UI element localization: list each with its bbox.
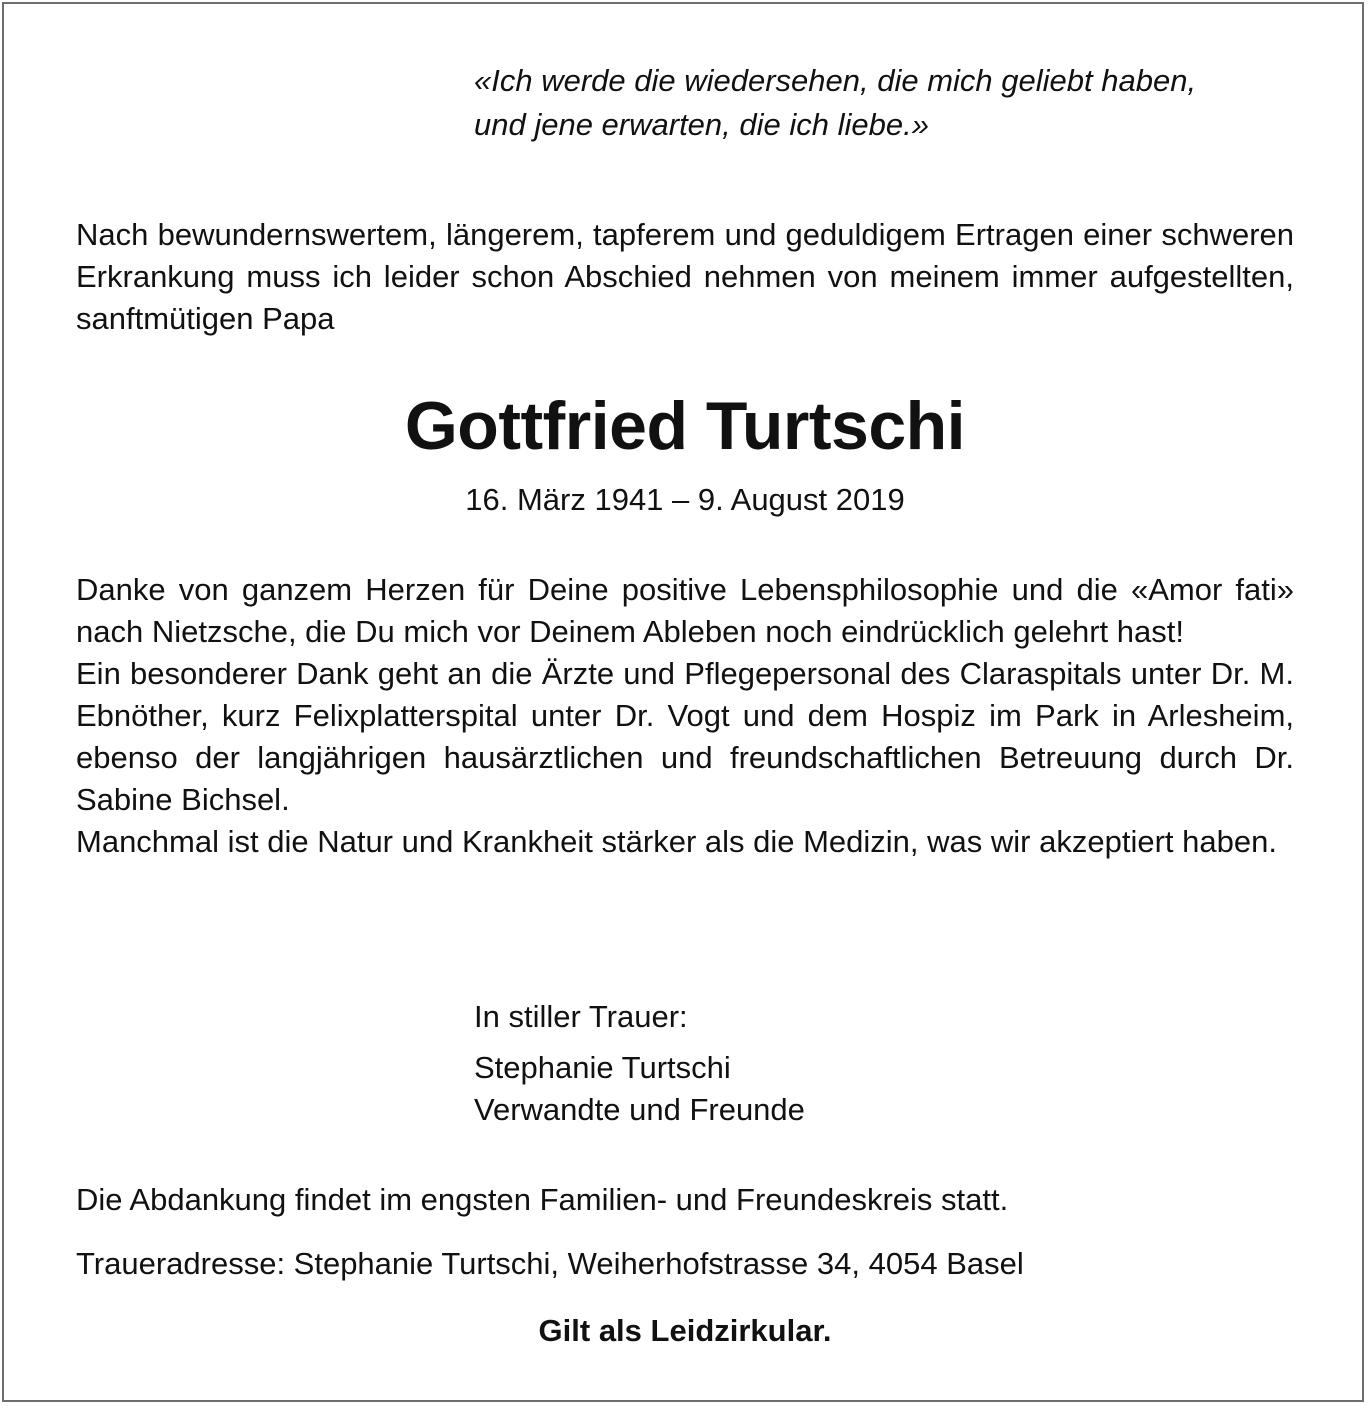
mourner-name: Stephanie Turtschi [474,1050,731,1085]
deceased-name: Gottfried Turtschi [404,388,966,464]
mourners-list [474,1047,805,1131]
quote-line-1: «Ich werde die wiedersehen, die mich geliebt haben, [474,63,1197,98]
opening-quote [474,59,1304,147]
thanks-paragraph-3: Manchmal ist die Natur und Krankheit stärker als die Medizin, was wir akzeptiert haben. [76,824,1277,859]
mourning-label: In stiller Trauer: [474,999,688,1034]
thanks-section [76,569,1294,863]
quote-line-2: und jene erwarten, die ich liebe.» [474,107,929,142]
mourning-address: Traueradresse: Stephanie Turtschi, Weiherhofstrasse 34, 4054 Basel [76,1246,1024,1281]
circular-note: Gilt als Leidzirkular. [538,1313,832,1348]
mourner-name: Verwandte und Freunde [474,1092,805,1127]
thanks-paragraph-1: Danke von ganzem Herzen für Deine positive Lebensphilosophie und die «Amor fati» nach Nietzsche, die Du mich vor Deinem Ableben noch eindrücklich gelehrt hast! [76,572,1294,649]
thanks-paragraph-2: Ein besonderer Dank geht an die Ärzte und Pflegepersonal des Claraspitals unter Dr. M. Ebnöther, kurz Felixplatterspital unter Dr. Vogt und dem Hospiz im Park in Arlesheim, ebenso der langjährigen hausärztlichen und freundschaftlichen Betreuung durch Dr. Sabine Bichsel. [76,656,1294,817]
service-note: Die Abdankung findet im engsten Familien- und Freundeskreis statt. [76,1182,1009,1217]
life-dates: 16. März 1941 – 9. August 2019 [465,482,905,517]
intro-paragraph: Nach bewundernswertem, längerem, tapferem und geduldigem Ertragen einer schweren Erkrankung muss ich leider schon Abschied nehmen von meinem immer aufgestellten, sanftmütigen Papa [76,217,1294,336]
